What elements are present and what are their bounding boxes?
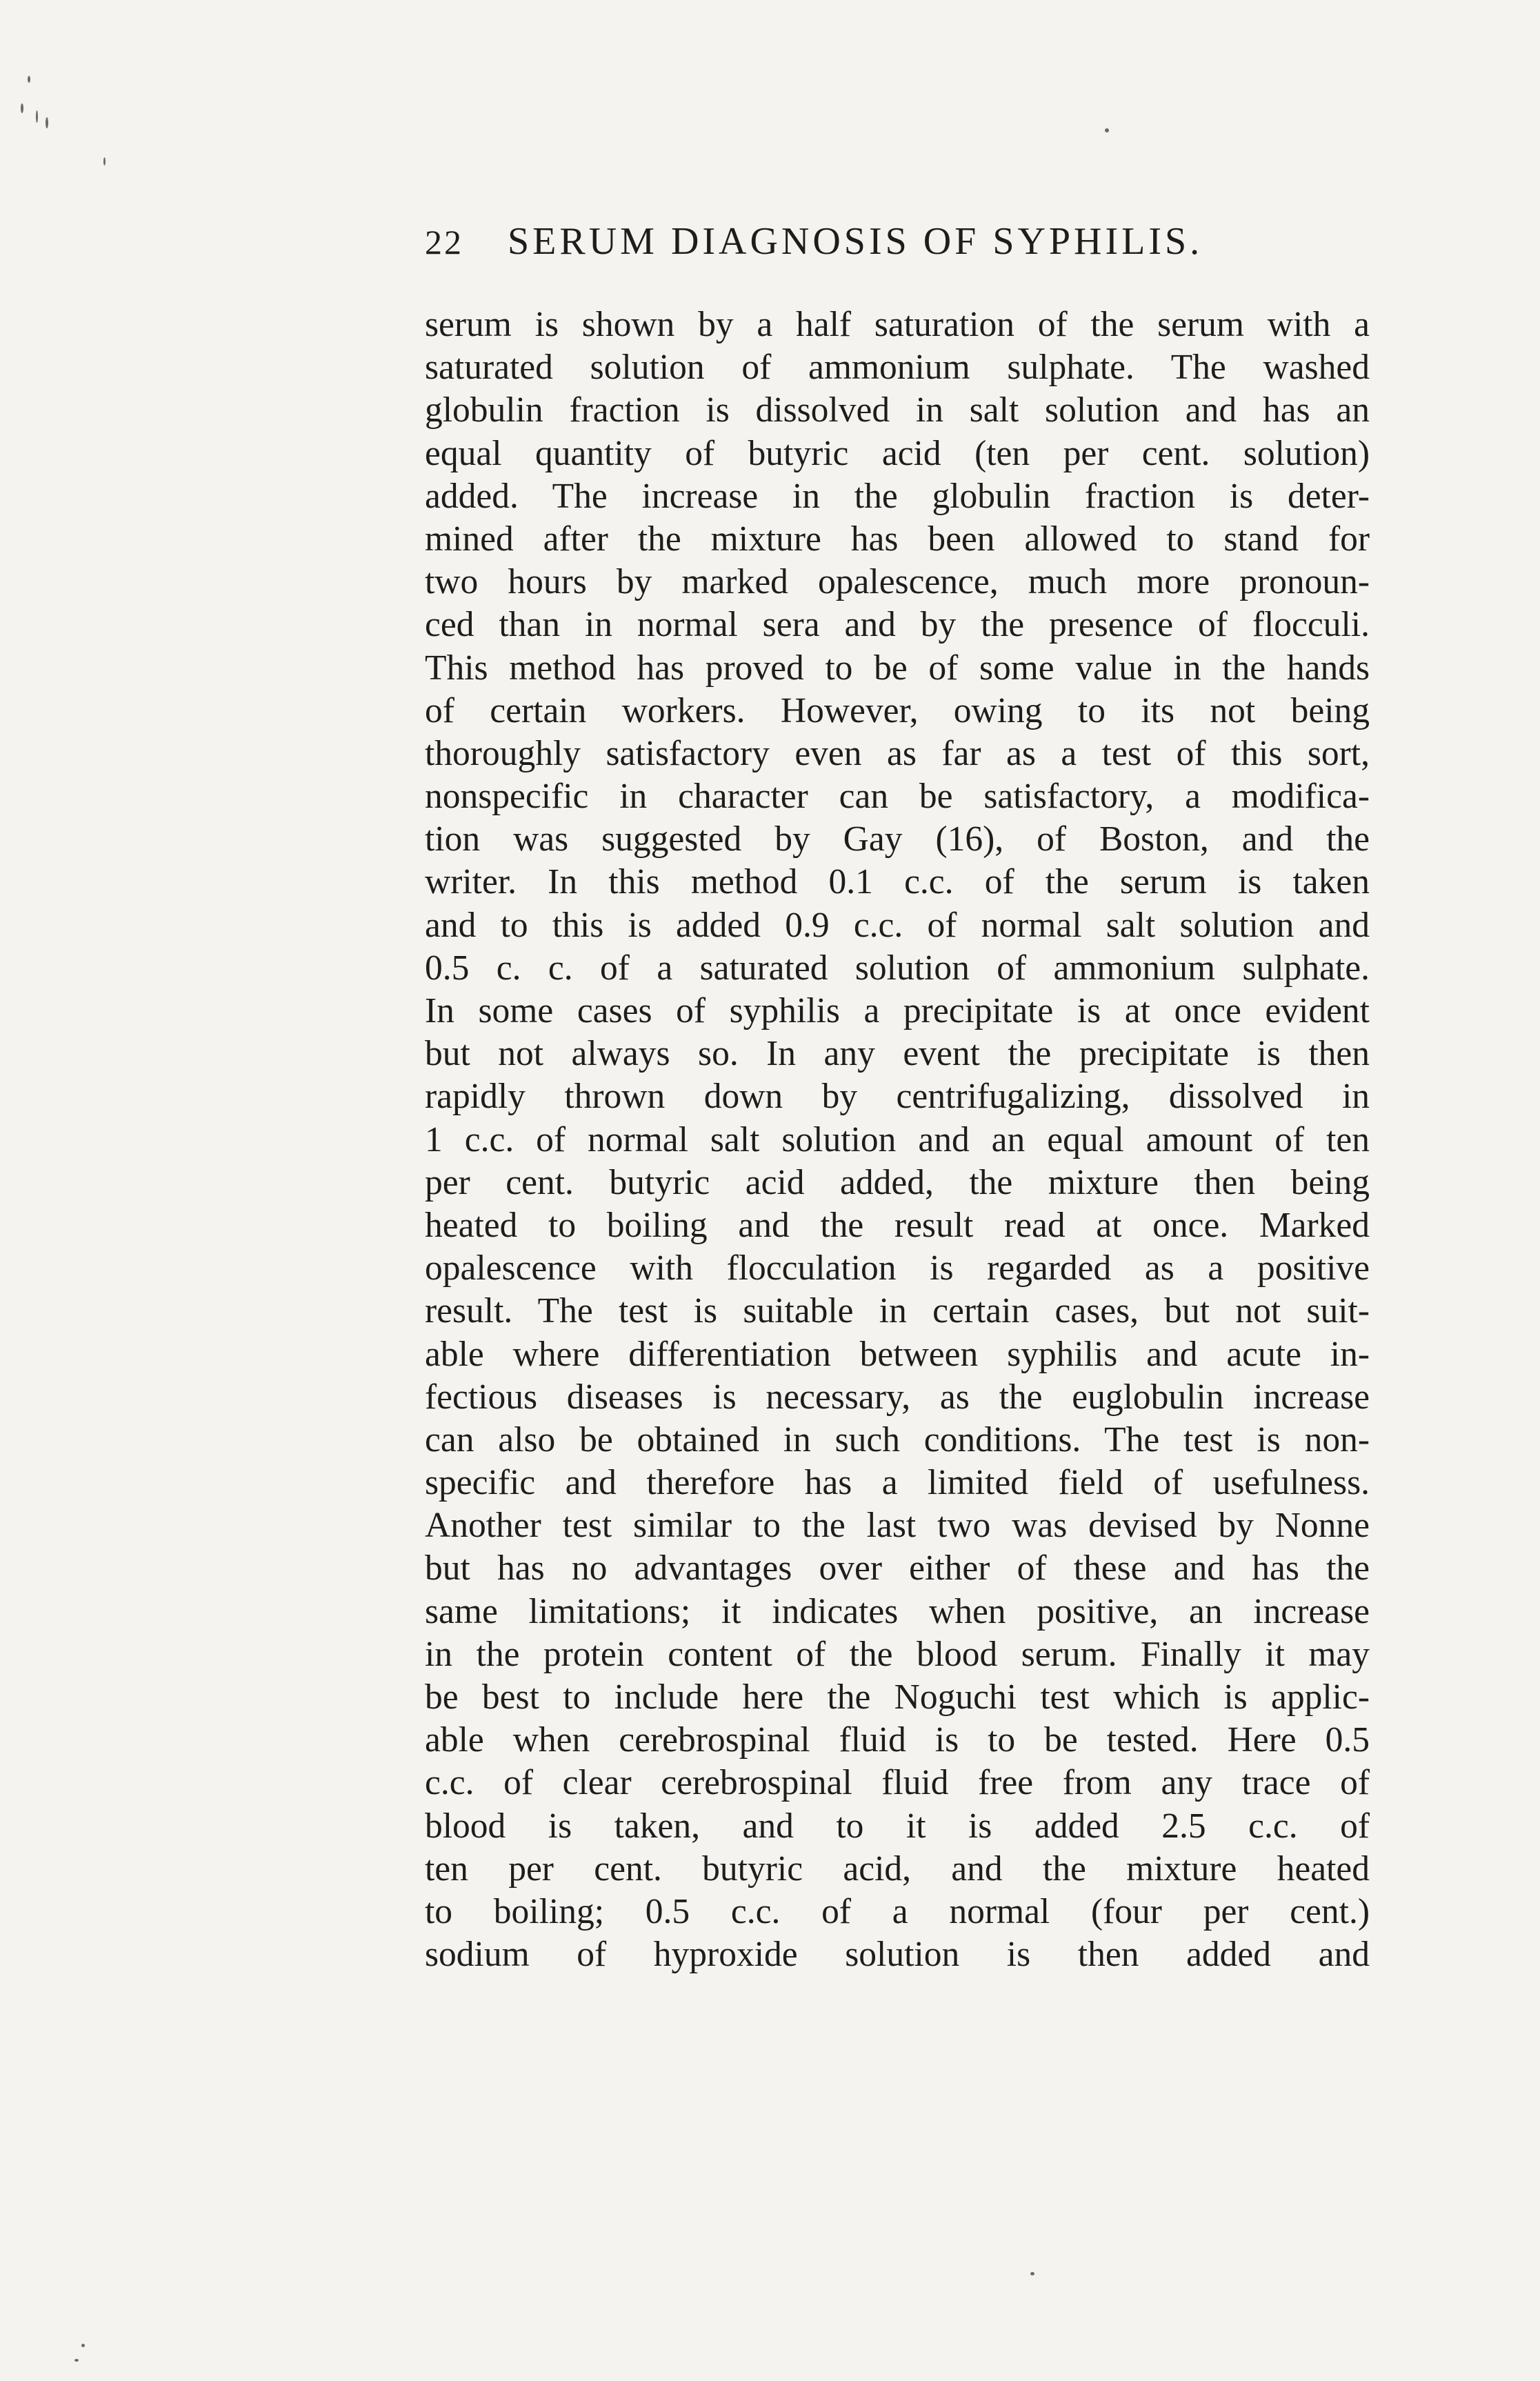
text-line: be best to include here the Noguchi test which is applic- [425,1677,1370,1717]
text-line: able where differentiation between syphilis and acute in- [425,1334,1370,1374]
text-line: equal quantity of butyric acid (ten per cent. solution) [425,433,1370,473]
text-line: Another test similar to the last two was devised by Nonne [425,1506,1370,1546]
scan-speck [1105,128,1109,132]
text-line: In some cases of syphilis a precipitate is at once evident [425,991,1370,1030]
text-line: saturated solution of ammonium sulphate. The washed [425,348,1370,388]
text-line: tion was suggested by Gay (16), of Boston, and the [425,819,1370,859]
text-line: of certain workers. However, owing to its not being [425,690,1370,730]
page-header [425,219,1370,275]
text-line: sodium of hyproxide solution is then added and [425,1935,1370,1975]
text-line: serum is shown by a half saturation of the serum with a [425,305,1370,344]
text-line: fectious diseases is necessary, as the euglobulin increase [425,1377,1370,1417]
scan-speck [36,110,38,123]
text-line: opalescence with flocculation is regarded as a positive [425,1248,1370,1288]
scan-speck [46,117,48,128]
text-line: but not always so. In any event the precipitate is then [425,1034,1370,1074]
text-line: able when cerebrospinal fluid is to be tested. Here 0.5 [425,1720,1370,1760]
text-line: in the protein content of the blood serum. Finally it may [425,1634,1370,1674]
scan-speck [1030,2272,1034,2275]
text-line: two hours by marked opalescence, much more pronoun- [425,562,1370,602]
scan-speck [81,2344,85,2347]
text-line: blood is taken, and to it is added 2.5 c.c. of [425,1806,1370,1846]
text-line: 1 c.c. of normal salt solution and an equal amount of ten [425,1119,1370,1159]
text-line: 0.5 c. c. of a saturated solution of ammonium sulphate. [425,948,1370,988]
text-line: nonspecific in character can be satisfactory, a modifica- [425,777,1370,817]
text-line: writer. In this method 0.1 c.c. of the serum is taken [425,862,1370,902]
text-line: same limitations; it indicates when positive, an increase [425,1591,1370,1631]
text-line: to boiling; 0.5 c.c. of a normal (four per cent.) [425,1891,1370,1931]
body-text [425,303,1370,1976]
text-line: added. The increase in the globulin fraction is deter- [425,476,1370,516]
scan-speck [74,2359,79,2362]
running-head: SERUM DIAGNOSIS OF SYPHILIS. [508,220,1203,263]
text-line: ten per cent. butyric acid, and the mixture heated [425,1849,1370,1889]
text-line: This method has proved to be of some value in the hands [425,648,1370,688]
text-line: thoroughly satisfactory even as far as a test of this sort, [425,733,1370,773]
text-line: ced than in normal sera and by the presence of flocculi. [425,605,1370,645]
text-line: result. The test is suitable in certain cases, but not suit- [425,1291,1370,1331]
text-line: heated to boiling and the result read at once. Marked [425,1205,1370,1245]
scan-speck [28,76,30,83]
page-number: 22 [425,223,463,261]
text-line: can also be obtained in such conditions. The test is non- [425,1419,1370,1460]
text-line: specific and therefore has a limited field of usefulness. [425,1463,1370,1503]
text-line: mined after the mixture has been allowed to stand for [425,519,1370,559]
scan-speck [103,157,106,166]
text-line: per cent. butyric acid added, the mixture then being [425,1162,1370,1202]
text-line: but has no advantages over either of these and has the [425,1548,1370,1588]
scan-speck [21,103,23,113]
text-line: c.c. of clear cerebrospinal fluid free from any trace of [425,1763,1370,1803]
text-line: rapidly thrown down by centrifugalizing, dissolved in [425,1077,1370,1117]
text-line: and to this is added 0.9 c.c. of normal salt solution and [425,905,1370,945]
text-line: globulin fraction is dissolved in salt solution and has an [425,390,1370,430]
